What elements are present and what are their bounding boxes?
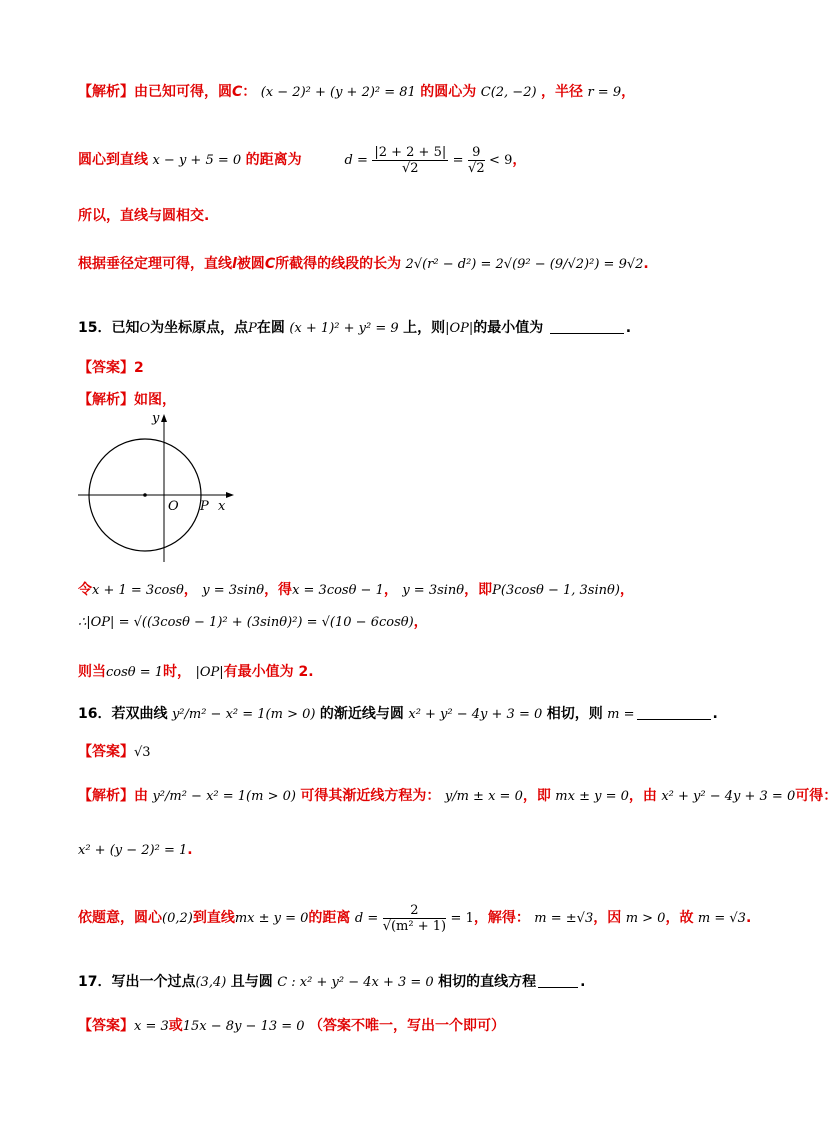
solution-16-line-1: 【解析】由 y²/m² − x² = 1(m > 0) 可得其渐近线方程为： y/m ± x = 0，即 mx ± y = 0，由 x² + y² − 4y + 3 = 0可得： [78,788,837,804]
circle-graph [78,412,238,572]
question-15: 15．已知O为坐标原点，点P在圆 (x + 1)² + y² = 9 上，则|OP|的最小值为 . [78,320,632,336]
distance-fraction-16: $\frac{2}{\text{√(m² + 1)}}$ [382,902,447,934]
y-axis-label: y [152,411,160,426]
solution-15-line-3: 则当cosθ = 1时， |OP|有最小值为 2. [78,664,314,680]
analysis-line-3: 所以，直线与圆相交. [78,208,210,224]
answer-15: 【答案】2 [78,360,144,376]
analysis-tag: 【解析】 [78,84,134,100]
circle-equation: (x − 2)² + (y + 2)² = 81 [260,85,416,100]
solution-15-line-2: ∴|OP| = √((3cosθ − 1)² + (3sinθ)²) = √(10 − 6cosθ)， [78,614,428,630]
solution-15-intro: 【解析】如图， [78,392,176,408]
question-16: 16．若双曲线 y²/m² − x² = 1(m > 0) 的渐近线与圆 x² + y² − 4y + 3 = 0 相切，则 m = . [78,706,718,722]
origin-label: O [168,499,179,514]
answer-blank [550,319,624,334]
y-axis-arrow [161,414,167,422]
analysis-line-2: 圆心到直线 x − y + 5 = 0 的距离为 d = $\frac{|2 + 2 + 5|}{√2}$ = $\frac{9}{√2}$ < 9， [78,144,527,176]
line-equation: x − y + 5 = 0 [152,153,242,168]
chord-length-expression: 2√(r² − d²) = 2√(9² − (9/√2)²) = 9√2 [405,257,644,272]
hyperbola-equation: y²/m² − x² = 1(m > 0) [171,707,316,722]
distance-fraction: $\frac{|2 + 2 + 5|}{√2}$ [374,144,447,176]
x-axis-arrow [226,492,234,498]
circle-center-point [143,493,147,497]
solution-16-line-2: x² + (y − 2)² = 1. [78,842,193,858]
x-axis-label: x [218,499,226,514]
answer-16: 【答案】√3 [78,744,151,760]
point-p-label: P [200,499,209,514]
q15-circle-equation: (x + 1)² + y² = 9 [289,321,399,336]
answer-blank [637,705,711,720]
op-length-expression: ∴|OP| = √((3cosθ − 1)² + (3sinθ)²) = √(10 − 6cosθ) [78,615,414,630]
question-17: 17．写出一个过点(3,4) 且与圆 C : x² + y² − 4x + 3 = 0 相切的直线方程 . [78,974,586,990]
analysis-line-1: 【解析】由已知可得，圆C： (x − 2)² + (y + 2)² = 81 的圆心为 C(2, −2) ，半径 r = 9， [78,84,636,100]
circle-center: C(2, −2) [480,85,537,100]
circle-radius: r = 9 [587,85,622,100]
answer-blank [538,973,578,988]
solution-16-line-3: 依题意，圆心(0,2)到直线mx ± y = 0的距离 d = $\frac{2}{\text{√(m² + 1)}}$ = 1，解得： m = ±√3，因 m > 0，故 m = √3. [78,902,752,934]
analysis-line-4: 根据垂径定理可得，直线l被圆C所截得的线段的长为 2√(r² − d²) = 2√(9² − (9/√2)²) = 9√2. [78,256,649,272]
solution-15-line-1: 令x + 1 = 3cosθ， y = 3sinθ，得x = 3cosθ − 1， y = 3sinθ，即P(3cosθ − 1, 3sinθ)， [78,582,634,598]
answer-17: 【答案】x = 3或15x − 8y − 13 = 0 （答案不唯一，写出一个即可） [78,1018,505,1034]
